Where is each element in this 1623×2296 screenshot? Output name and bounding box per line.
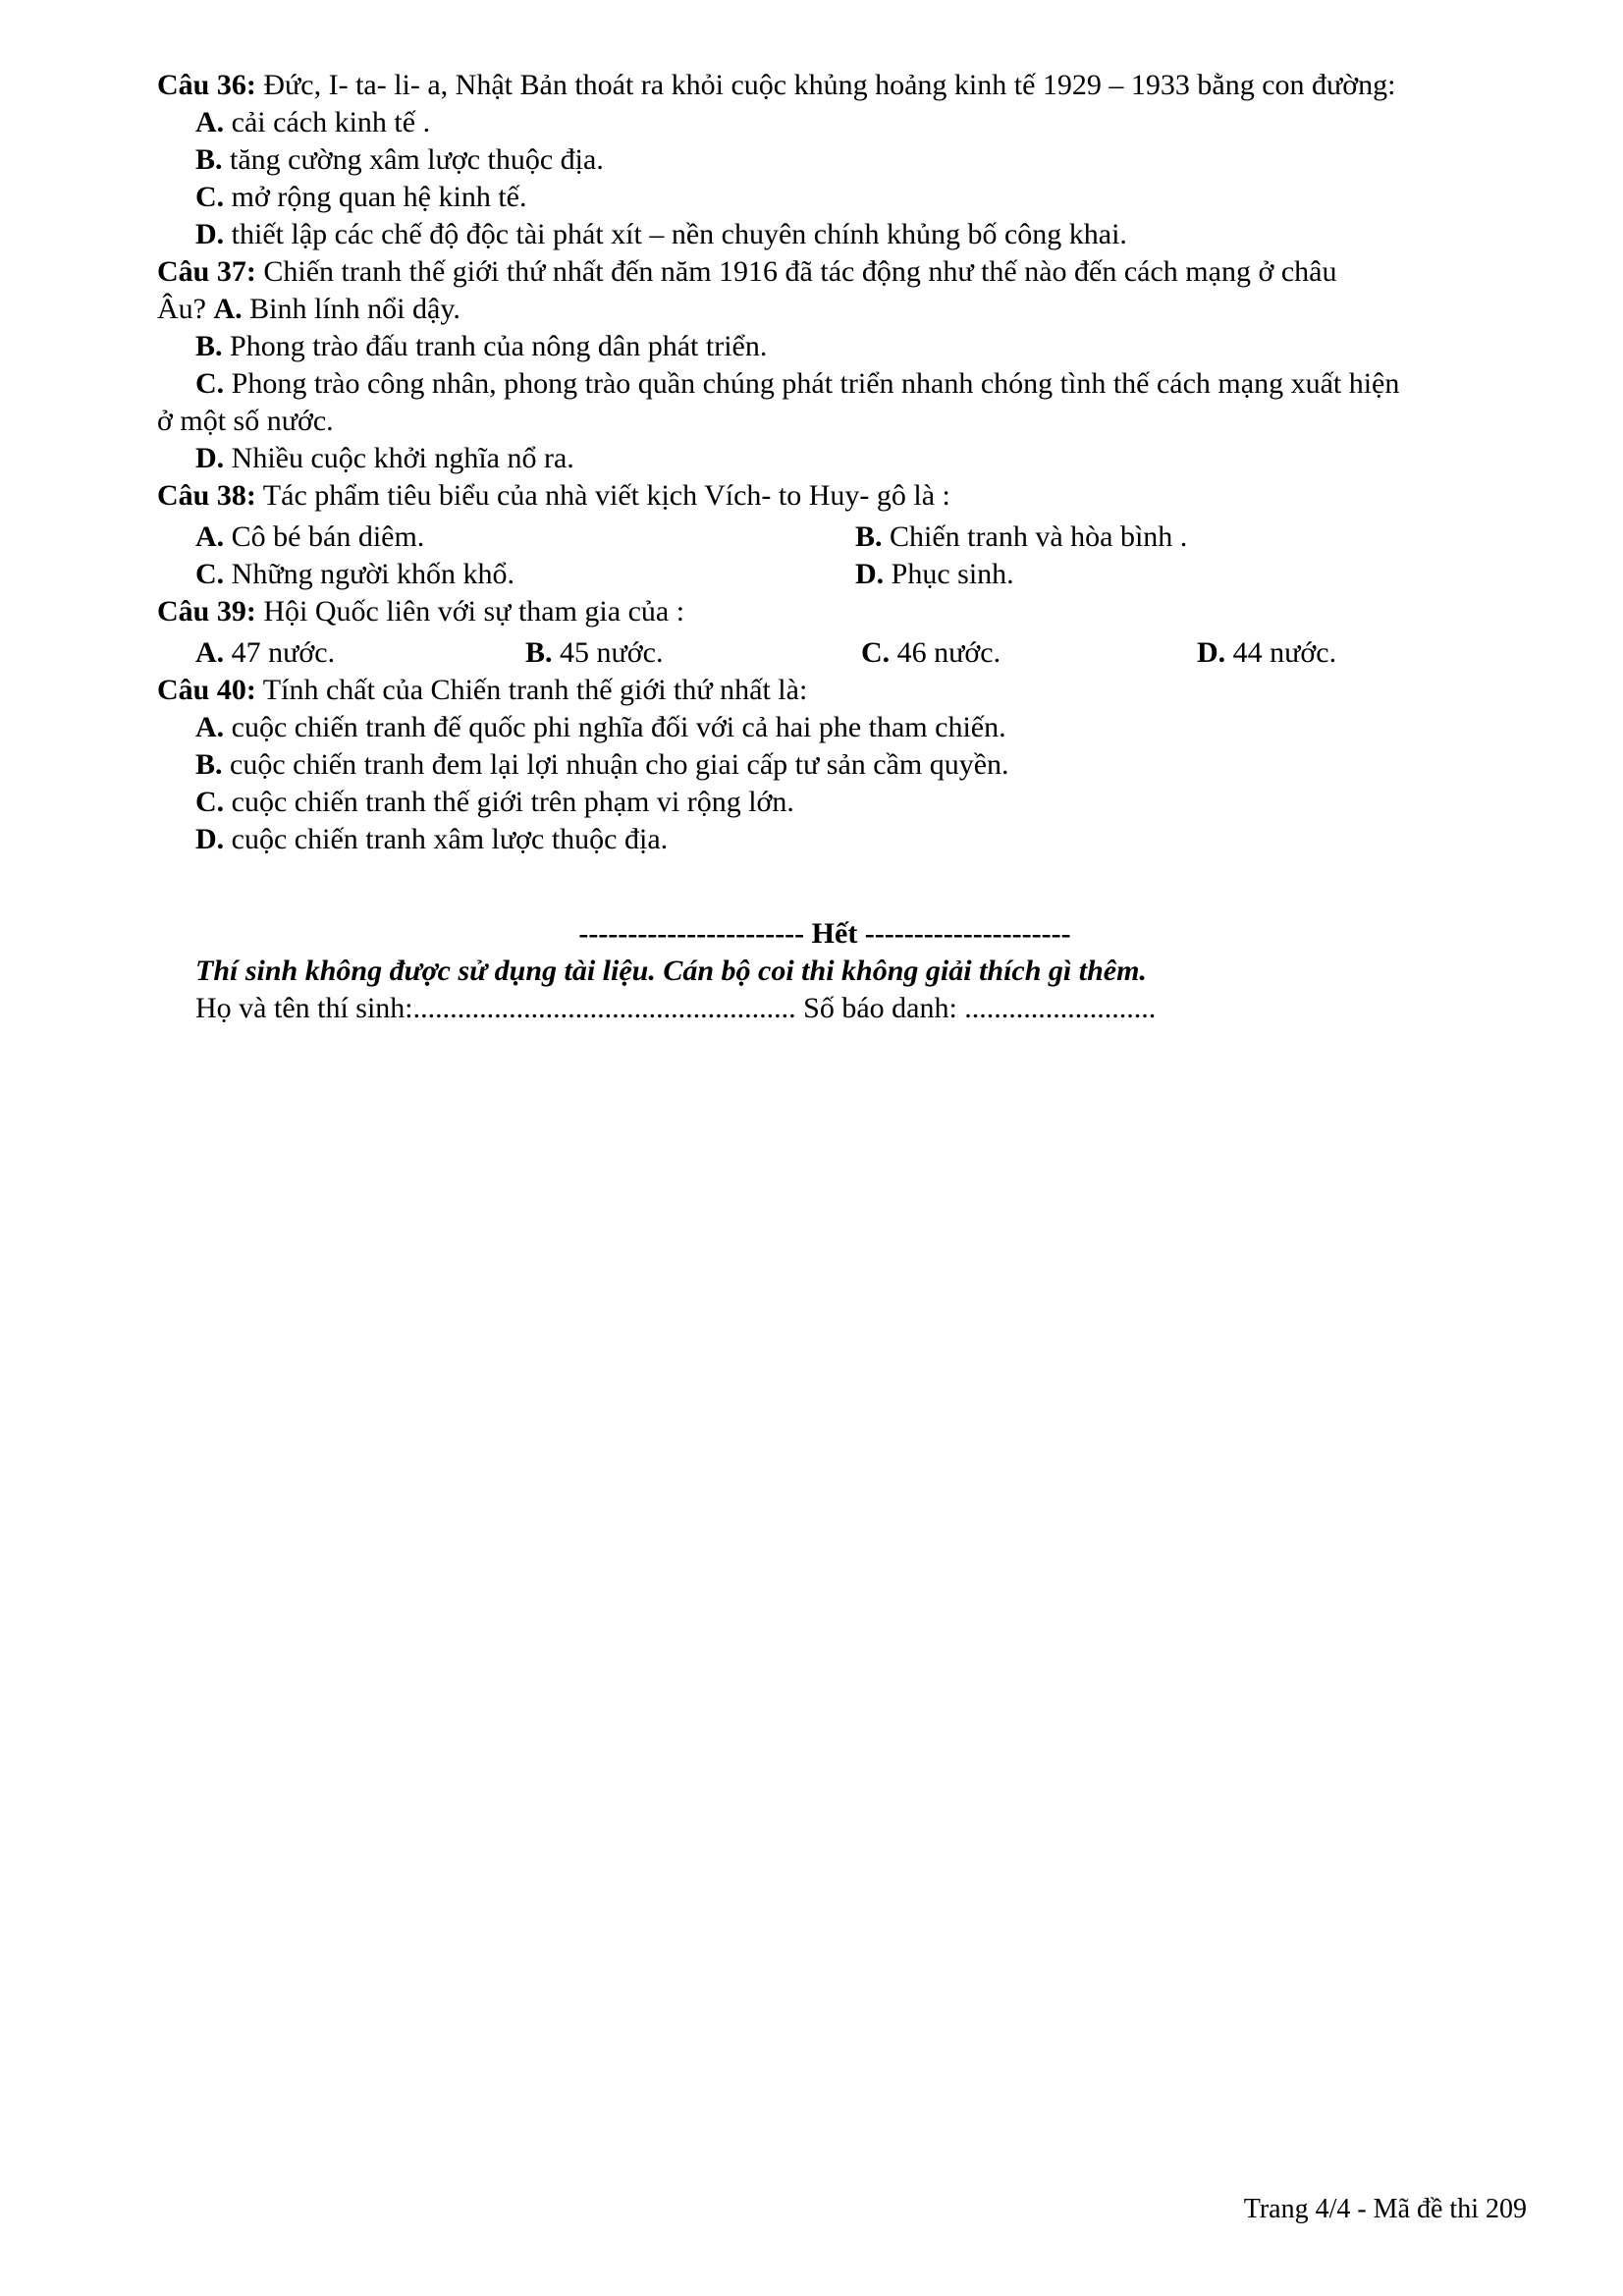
question-39 xyxy=(157,593,1492,672)
question-38-label: Câu 38: xyxy=(157,479,256,512)
question-40-option-c: C. cuộc chiến tranh thế giới trên phạm vi rộng lớn. xyxy=(195,786,794,818)
exam-note: Thí sinh không được sử dụng tài liệu. Cán bộ coi thi không giải thích gì thêm. xyxy=(195,955,1147,987)
question-38-stem xyxy=(157,477,1492,515)
question-39-stem xyxy=(157,593,1492,630)
question-37-stem-continuation: Âu? A. Binh lính nổi dậy. xyxy=(157,293,460,325)
question-36-stem xyxy=(157,67,1492,104)
question-38-option-d: D. Phục sinh. xyxy=(855,558,1014,590)
question-36-option-d: D. thiết lập các chế độ độc tài phát xít – nền chuyên chính khủng bố công khai. xyxy=(195,218,1127,250)
question-37-text: Chiến tranh thế giới thứ nhất đến năm 1916 đã tác động như thế nào đến cách mạng ở châu xyxy=(255,255,1337,288)
page-footer: Trang 4/4 - Mã đề thi 209 xyxy=(1243,2194,1527,2224)
question-38-option-c: C. Những người khốn khổ. xyxy=(195,558,515,590)
question-37-option-b: B. Phong trào đấu tranh của nông dân phát triển. xyxy=(195,330,768,362)
question-37-label: Câu 37: xyxy=(157,255,256,288)
end-marker: ----------------------- Hết --------------------- xyxy=(578,917,1071,950)
question-37-option-c: C. Phong trào công nhân, phong trào quần chúng phát triển nhanh chóng tình thế cách mạng xuất hiện xyxy=(195,367,1400,400)
candidate-info: Họ và tên thí sinh:.................................................... Số báo danh: .......................... xyxy=(195,992,1157,1024)
question-36-label: Câu 36: xyxy=(157,69,256,101)
exam-page xyxy=(157,67,1492,1027)
question-37 xyxy=(157,253,1492,477)
question-36 xyxy=(157,67,1492,253)
question-36-option-c: C. mở rộng quan hệ kinh tế. xyxy=(195,181,527,213)
question-39-text: Hội Quốc liên với sự tham gia của : xyxy=(255,595,685,628)
question-40 xyxy=(157,672,1492,858)
question-40-option-a: A. cuộc chiến tranh đế quốc phi nghĩa đối với cả hai phe tham chiến. xyxy=(195,711,1006,743)
question-40-option-d: D. cuộc chiến tranh xâm lược thuộc địa. xyxy=(195,823,669,855)
question-36-option-a: A. cải cách kinh tế . xyxy=(195,106,431,138)
question-38-option-a: A. Cô bé bán diêm. xyxy=(195,520,425,553)
question-38 xyxy=(157,477,1492,593)
question-40-option-b: B. cuộc chiến tranh đem lại lợi nhuận cho giai cấp tư sản cầm quyền. xyxy=(195,748,1009,781)
question-40-stem xyxy=(157,672,1492,709)
question-39-option-a: A. 47 nước. xyxy=(195,636,336,669)
question-39-option-c: C. 46 nước. xyxy=(861,636,1001,669)
question-38-text: Tác phẩm tiêu biểu của nhà viết kịch Vích- to Huy- gô là : xyxy=(255,479,950,512)
question-37-stem xyxy=(157,253,1492,291)
question-37-option-d: D. Nhiều cuộc khởi nghĩa nổ ra. xyxy=(195,442,574,474)
question-36-option-b: B. tăng cường xâm lược thuộc địa. xyxy=(195,143,604,176)
question-38-options xyxy=(157,519,1492,593)
question-39-options xyxy=(157,634,1492,672)
question-37-option-a-label: A. xyxy=(213,293,243,325)
question-36-text: Đức, I- ta- li- a, Nhật Bản thoát ra khỏi cuộc khủng hoảng kinh tế 1929 – 1933 bằng con đường: xyxy=(255,69,1396,101)
question-39-option-d: D. 44 nước. xyxy=(1197,636,1337,669)
question-39-label: Câu 39: xyxy=(157,595,256,628)
question-37-option-c-continuation: ở một số nước. xyxy=(157,405,334,437)
question-40-text: Tính chất của Chiến tranh thế giới thứ nhất là: xyxy=(255,674,808,706)
question-38-option-b: B. Chiến tranh và hòa bình . xyxy=(855,520,1188,553)
question-40-label: Câu 40: xyxy=(157,674,256,706)
question-37-option-a-text: Binh lính nổi dậy. xyxy=(242,293,460,325)
question-39-option-b: B. 45 nước. xyxy=(525,636,664,669)
